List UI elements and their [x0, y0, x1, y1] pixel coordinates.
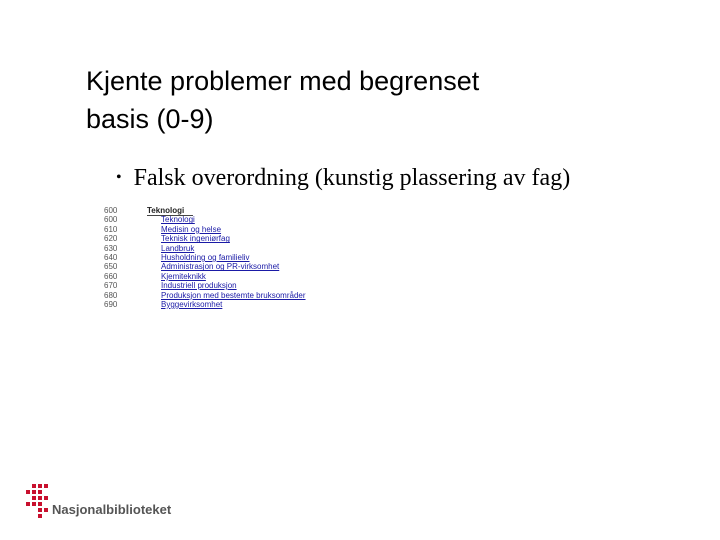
row-code: 620: [104, 234, 118, 244]
slide-title-line-2: basis (0-9): [86, 104, 214, 134]
slide-title-line-1: Kjente problemer med begrenset: [86, 66, 480, 96]
logo-square: [38, 514, 42, 518]
logo-square: [32, 502, 36, 506]
row-code: 630: [104, 243, 118, 253]
table-header-code: 600: [104, 206, 118, 215]
row-code: 670: [104, 281, 118, 291]
logo-square: [32, 484, 36, 488]
row-link[interactable]: Medisin og helse: [161, 224, 222, 234]
logo-square: [38, 508, 42, 512]
row-code: 690: [104, 299, 118, 309]
row-link[interactable]: Kjemiteknikk: [161, 271, 206, 281]
bullet-item: [116, 163, 570, 193]
logo-square: [38, 496, 42, 500]
row-link[interactable]: Industriell produksjon: [161, 281, 237, 291]
logo-square: [38, 502, 42, 506]
logo-mark-icon: [24, 482, 48, 522]
slide-title: [86, 62, 686, 138]
row-link[interactable]: Teknologi: [161, 215, 195, 225]
row-link[interactable]: Administrasjon og PR-virksomhet: [161, 262, 280, 272]
logo-square: [44, 508, 48, 512]
row-code: 660: [104, 271, 118, 281]
row-code: 610: [104, 224, 118, 234]
row-code: 650: [104, 262, 118, 272]
row-code: 640: [104, 252, 118, 262]
logo-square: [38, 490, 42, 494]
row-link[interactable]: Husholdning og familieliv: [161, 252, 250, 262]
nasjonalbiblioteket-logo: [24, 482, 204, 522]
row-link[interactable]: Teknisk ingeniørfag: [161, 234, 230, 244]
logo-square: [26, 490, 30, 494]
logo-text: Nasjonalbiblioteket: [52, 502, 172, 517]
table-header-label: Teknologi: [147, 206, 185, 215]
row-link[interactable]: Produksjon med bestemte bruksområder: [161, 290, 306, 300]
logo-square: [44, 496, 48, 500]
row-code: 600: [104, 215, 118, 225]
bullet-marker: •: [116, 169, 122, 186]
logo-square: [26, 502, 30, 506]
row-link[interactable]: Byggevirksomhet: [161, 299, 223, 309]
bullet-text: Falsk overordning (kunstig plassering av fag): [133, 165, 571, 191]
logo-square: [32, 490, 36, 494]
logo-square: [44, 484, 48, 488]
row-link[interactable]: Landbruk: [161, 243, 195, 253]
logo-square: [32, 496, 36, 500]
row-code: 680: [104, 290, 118, 300]
logo-square: [38, 484, 42, 488]
